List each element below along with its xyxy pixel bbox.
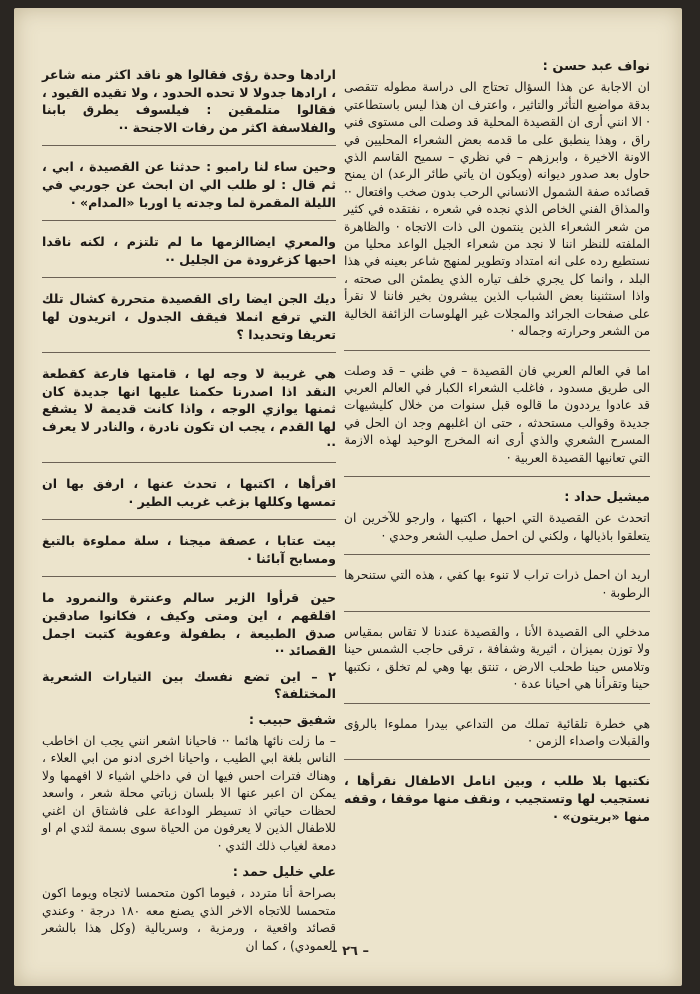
paragraph: والمعري ايضاالزمها ما لم تلتزم ، لكنه ناقدا احبها كزغرودة من الجليل ·· xyxy=(42,234,336,267)
paragraph: اريد ان احمل ذرات تراب لا تنوء بها كفي ، هذه التي ستنحرها الرطوبة · xyxy=(344,568,650,600)
paragraph: ديك الجن ايضا راى القصيدة متحررة كشال تلك التي ترفع انملا فيقف الجدول ، اتريدون لها تعريفا وتحديدا ؟ xyxy=(42,291,336,342)
speaker-name-michel: ميشيل حداد : xyxy=(564,489,650,505)
divider xyxy=(42,352,336,353)
paragraph: اقرأها ، اكتبها ، تحدث عنها ، ارفق بها ان تمسها وكللها بزغب غريب الطير · xyxy=(42,476,336,509)
right-column xyxy=(344,58,650,834)
paragraph: حين قرأوا الزير سالم وعنترة والنمرود ما اقلقهم ، اين ومتى وكيف ، فكانوا صادقين صدق الطبيعة ، بطفولة وعفوية كتبت اجمل القصائد ·· xyxy=(42,590,336,659)
paragraph: اما في العالم العربي فان القصيدة – في ظني – قد وصلت الى طريق مسدود ، فاغلب الشعراء الكبار في العالم العربي قد عادوا يرددون ما قالوه قبل سنوات من خلال كليشيهات جديدة وقوالب مستحدثه ، حتى ان اغلبهم وجد ان الحل في المسرح الشعري والذي أرى انه المخرج الوحيد لهذه الازمة التي تعانيها القصيدة العربية · xyxy=(344,363,650,465)
divider xyxy=(42,277,336,278)
paragraph: ارادها وحدة رؤى فقالوا هو ناقد اكثر منه شاعر ، ارادها جدولا لا تحده الحدود ، ولا تقيده القيود ، فقالوا متلمقين : فيلسوف يطرق بابنا والفلاسفة اكثر من رفات الاجنحة ·· xyxy=(42,67,336,135)
paragraph: – ما زلت نائها هائما ·· فاحيانا اشعر انني يجب ان اخاطب الناس بلغة ابي الطيب ، واحيانا اخرى ادنو من ابي العلاء ، وهناك فترات احس فيها ان في داخلي اشياء لا افهمها ولا يمكن ان اعبر عنها الا بلسان زباتي محلة شعر ، واسعد لحظات حياتي اذ تسيطر الوداعة على فاشتاق ان اغني للاطفال الذين لا يعرفون من الحياة سوى بسمة لثدي ام او دمعة لغياب ذلك الثدي · xyxy=(42,734,336,853)
paragraph: ان الاجابة عن هذا السؤال تحتاج الى دراسة مطوله تتقصى بدقة مواضيع التأثر والتاثير ، واعترف ان هذا ليس باستطاعتي · الا انني أرى ان القصيدة المحلية قد وصلت الى مستوى فني راق ، وهذا ينطبق على ما قدمه بعض الشعراء المحليين في الاونة الاخيرة ، وابرزهم – في نظري – سميح القاسم الذي حاول بعد صدور ديوانه (ويكون ان ياتي طائر الرعد) ان يمنح قصائده صفة الشمول الانساني الرحب بدون صخب وافتعال ·· والمذاق الفني الخاص الذي نجده في شعره ، نفتقده في كثير من شعر الشعراء الذين ينتمون الى ذات الاتجاه · والظاهرة الملفته للنظر اننا لا نجد من شعراء الجيل الواعد محليا من نستطيع رده على انه امتداد وتطوير لمنهج شاعر بعينه في هذا البلد ، وانما كل يجري خلف تياره الذي يطمئن الى صحته ، واذا استثنينا بعض الشباب الذين يبشرون بخير فاننا لا نقرأ على صفحات الجرائد والمجلات غير الهلوسات الزائفة الخالية من الشعر وحرارته وجماله · xyxy=(344,80,650,339)
divider xyxy=(42,145,336,146)
speaker-name-ali: علي خليل حمد : xyxy=(232,864,336,880)
paragraph: مدخلي الى القصيدة الأنا ، والقصيدة عندنا لا تقاس بمقياس ولا توزن بميزان ، اثيرية وشفافة ، ترقى حاجب الشمس حينا وتلامس حينا طحلب الارض ، تنتق بها وهي لم تخلق ، نكتبها حينا وتقرأنا هي احيانا عدة · xyxy=(344,624,650,692)
divider xyxy=(42,576,336,577)
paragraph: هي غريبة لا وجه لها ، قامتها فارعة كقطعة النقد اذا اصدرنا حكمنا عليها انها جديدة كان ثمنها يوازي الوجه ، واذا كانت قديمة لا يشفع لها القدم ، يجب ان تكون نادرة ، والنادر لا يعرف ·· xyxy=(42,366,336,452)
paragraph: وحين ساء لنا رامبو : حدثنا عن القصيدة ، ابي ، ثم قال : لو طلب الي ان ابحث عن جوربي في الليلة المقمرة لما وجدته يا اوربا «المدام» · xyxy=(42,159,336,210)
magazine-page xyxy=(14,8,682,986)
speaker-name-shafiq: شفيق حبيب : xyxy=(248,712,336,728)
divider xyxy=(42,462,336,463)
divider xyxy=(344,476,650,477)
question-heading: ٢ – اين تضع نفسك بين التيارات الشعرية المختلفة؟ xyxy=(42,669,336,703)
divider xyxy=(344,759,650,760)
paragraph: بيت عتابا ، عصفة ميجنا ، سلة مملوءة بالتبغ ومسابح آبائنا · xyxy=(42,533,336,566)
divider xyxy=(344,611,650,612)
divider xyxy=(42,220,336,221)
paragraph: نكتبها بلا طلب ، وبين انامل الاطفال نقرأها ، نستجيب لها وتستجيب ، ونقف منها موقفا ، وقفه منها «بريتون» · xyxy=(344,773,650,824)
paragraph: بصراحة أنا متردد ، فيوما اكون متحمسا لاتجاه ويوما اكون متحمسا للاتجاه الاخر الذي يصنع معه ١٨٠ درجة · وعندي قصائد واقعية ، ورمزية ، وسريالية (وكل هذا بالشعر العمودي) ، كما ان xyxy=(42,886,336,953)
paragraph: هي خطرة تلقائية تملك من التداعي بيدرا مملوءا بالرؤى والقبلات واصداء الزمن · xyxy=(344,716,650,748)
divider xyxy=(344,350,650,351)
divider xyxy=(344,554,650,555)
speaker-name-nawaf: نواف عبد حسن : xyxy=(542,59,650,74)
paragraph: اتحدث عن القصيدة التي احبها ، اكتبها ، وارجو للآخرين ان يتعلقوا باذيالها ، ولكني لن احمل صليب الشعر وحدي · xyxy=(344,511,650,543)
divider xyxy=(344,703,650,704)
left-column xyxy=(42,66,336,964)
page-number: – ٢٦ – xyxy=(331,944,369,959)
divider xyxy=(42,519,336,520)
